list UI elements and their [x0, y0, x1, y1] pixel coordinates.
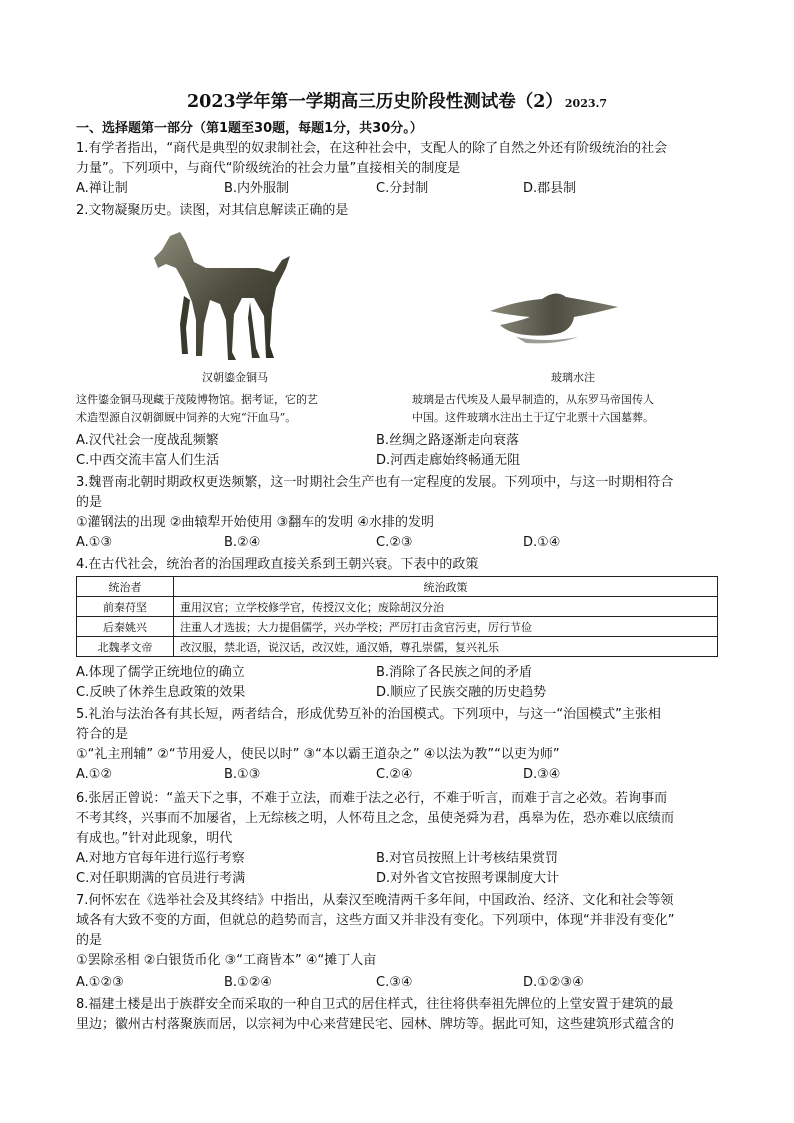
q3-stem-line2: 的是: [76, 495, 103, 510]
q6-stem-line3: 有成也。”针对此现象，明代: [76, 831, 233, 846]
q1-option-b[interactable]: B.内外服制: [224, 181, 290, 196]
q6-options-row1: [76, 850, 726, 868]
q3-options: [76, 534, 726, 552]
q1-option-d[interactable]: D.郡县制: [523, 181, 577, 196]
q1-stem-line2: 力量”。下列项中，与商代“阶级统治的社会力量”直接相关的制度是: [76, 161, 461, 176]
q2-desc2-line2: 中国。这件玻璃水注出土于辽宁北票十六国墓葬。: [412, 411, 654, 424]
table-cell-ruler: 前秦苻坚: [77, 597, 174, 617]
q6-options-row2: [76, 870, 726, 888]
q2-options-row1: [76, 432, 726, 450]
q2-option-d[interactable]: D.河西走廊始终畅通无阻: [376, 453, 521, 468]
q5-options: [76, 766, 726, 784]
q2-image1-caption: 汉朝鎏金铜马: [202, 371, 268, 384]
q6-option-c[interactable]: C.对任职期满的官员进行考满: [76, 871, 246, 886]
policy-table: [76, 576, 718, 657]
table-header-row: [77, 577, 718, 597]
q7-option-c[interactable]: C.③④: [376, 975, 413, 990]
q2-image2-caption: 玻璃水注: [551, 371, 595, 384]
q3-stem-line1: 3.魏晋南北朝时期政权更迭频繁，这一时期社会生产也有一定程度的发展。下列项中，与这一时期相符合: [76, 475, 674, 490]
glass-water-vessel-image: [486, 285, 622, 345]
q2-stem: 2.文物凝聚历史。读图，对其信息解读正确的是: [76, 203, 349, 218]
q5-option-b[interactable]: B.①③: [224, 767, 261, 782]
title-text: 2023学年第一学期高三历史阶段性测试卷（2）: [187, 92, 563, 112]
gilt-bronze-horse-image: [150, 228, 300, 366]
q2-options-row2: [76, 452, 726, 470]
q6-option-a[interactable]: A.对地方官每年进行巡行考察: [76, 851, 245, 866]
table-cell-ruler: 北魏孝文帝: [77, 637, 174, 657]
table-row: [77, 597, 718, 617]
q1-option-a[interactable]: A.禅让制: [76, 181, 128, 196]
q4-options-row2: [76, 684, 726, 702]
q7-option-b[interactable]: B.①②④: [224, 975, 273, 990]
q4-option-b[interactable]: B.消除了各民族之间的矛盾: [376, 665, 533, 680]
table-cell-policy: 改汉服，禁北语，说汉话，改汉姓，通汉婚，尊孔崇儒，复兴礼乐: [174, 637, 718, 657]
table-row: [77, 637, 718, 657]
q6-stem-line2: 不考其终，兴事而不加屡省，上无综核之明，人怀苟且之念，虽使尧舜为君，禹皋为佐，恐亦难以底绩而: [76, 811, 675, 826]
table-row: [77, 617, 718, 637]
q3-option-c[interactable]: C.②③: [376, 535, 413, 550]
q4-option-d[interactable]: D.顺应了民族交融的历史趋势: [376, 685, 547, 700]
q3-items: ①灌钢法的出现 ②曲辕犁开始使用 ③翻车的发明 ④水排的发明: [76, 515, 435, 530]
table-cell-policy: 注重人才选拔；大力提倡儒学，兴办学校；严厉打击贪官污吏，厉行节俭: [174, 617, 718, 637]
q6-stem-line1: 6.张居正曾说：“盖天下之事，不难于立法，而难于法之必行，不难于听言，而难于言之必效。若询事而: [76, 791, 668, 806]
q7-stem-line3: 的是: [76, 933, 103, 948]
q2-option-c[interactable]: C.中西交流丰富人们生活: [76, 453, 220, 468]
section-heading: 一、选择题第一部分（第1题至30题，每题1分，共30分。）: [76, 121, 423, 136]
q3-option-d[interactable]: D.①④: [523, 535, 561, 550]
q2-option-b[interactable]: B.丝绸之路逐渐走向衰落: [376, 433, 520, 448]
q1-option-c[interactable]: C.分封制: [376, 181, 429, 196]
q5-option-a[interactable]: A.①②: [76, 767, 113, 782]
q4-stem: 4.在古代社会，统治者的治国理政直接关系到王朝兴衰。下表中的政策: [76, 557, 479, 572]
q7-option-d[interactable]: D.①②③④: [523, 975, 584, 990]
q7-options: [76, 974, 726, 992]
table-cell-policy: 重用汉官；立学校修学官，传授汉文化；废除胡汉分治: [174, 597, 718, 617]
q7-stem-line1: 7.何怀宏在《选举社会及其终结》中指出，从秦汉至晚清两千多年间，中国政治、经济、文化和社会等领: [76, 893, 674, 908]
q5-stem-line2: 符合的是: [76, 727, 129, 742]
q7-option-a[interactable]: A.①②③: [76, 975, 124, 990]
table-header-ruler: 统治者: [77, 577, 174, 597]
q4-option-a[interactable]: A.体现了儒学正统地位的确立: [76, 665, 245, 680]
q7-items: ①罢除丞相 ②白银货币化 ③“工商皆本” ④“摊丁人亩: [76, 953, 377, 968]
q4-option-c[interactable]: C.反映了休养生息政策的效果: [76, 685, 246, 700]
q3-option-a[interactable]: A.①③: [76, 535, 113, 550]
q5-option-c[interactable]: C.②④: [376, 767, 413, 782]
table-cell-ruler: 后秦姚兴: [77, 617, 174, 637]
q4-options-row1: [76, 664, 726, 682]
q8-stem-line1: 8.福建土楼是出于族群安全而采取的一种自卫式的居住样式，往往将供奉祖先牌位的上堂安置于建筑的最: [76, 997, 674, 1012]
table-header-policy: 统治政策: [174, 577, 718, 597]
q6-option-b[interactable]: B.对官员按照上计考核结果赏罚: [376, 851, 559, 866]
q7-stem-line2: 域各有大致不变的方面，但就总的趋势而言，这些方面又并非没有变化。下列项中，体现“并非没有变化”: [76, 913, 675, 928]
q2-option-a[interactable]: A.汉代社会一度战乱频繁: [76, 433, 219, 448]
q2-desc1-line2: 术造型源自汉朝御厩中饲养的大宛“汗血马”。: [76, 411, 297, 424]
q6-option-d[interactable]: D.对外省文官按照考课制度大计: [376, 871, 560, 886]
q1-stem-line1: 1.有学者指出，“商代是典型的奴隶制社会，在这种社会中，支配人的除了自然之外还有阶级统治的社会: [76, 141, 668, 156]
q2-desc1-line1: 这件鎏金铜马现藏于茂陵博物馆。据考证，它的艺: [76, 393, 318, 406]
title-date: 2023.7: [564, 97, 607, 110]
q2-desc2-line1: 玻璃是古代埃及人最早制造的，从东罗马帝国传人: [412, 393, 654, 406]
q8-stem-line2: 里边；徽州古村落聚族而居，以宗祠为中心来营建民宅、园林、牌坊等。据此可知，这些建筑形式蕴含的: [76, 1017, 675, 1032]
q3-option-b[interactable]: B.②④: [224, 535, 261, 550]
page-title: [0, 88, 794, 113]
q5-items: ①“礼主刑辅” ②“节用爱人，使民以时” ③“本以霸王道杂之” ④以法为教”“以吏为师”: [76, 747, 560, 762]
q5-option-d[interactable]: D.③④: [523, 767, 561, 782]
q1-options: [76, 180, 726, 198]
q5-stem-line1: 5.礼治与法治各有其长短，两者结合，形成优势互补的治国模式。下列项中，与这一“治国模式”主张相: [76, 707, 661, 722]
